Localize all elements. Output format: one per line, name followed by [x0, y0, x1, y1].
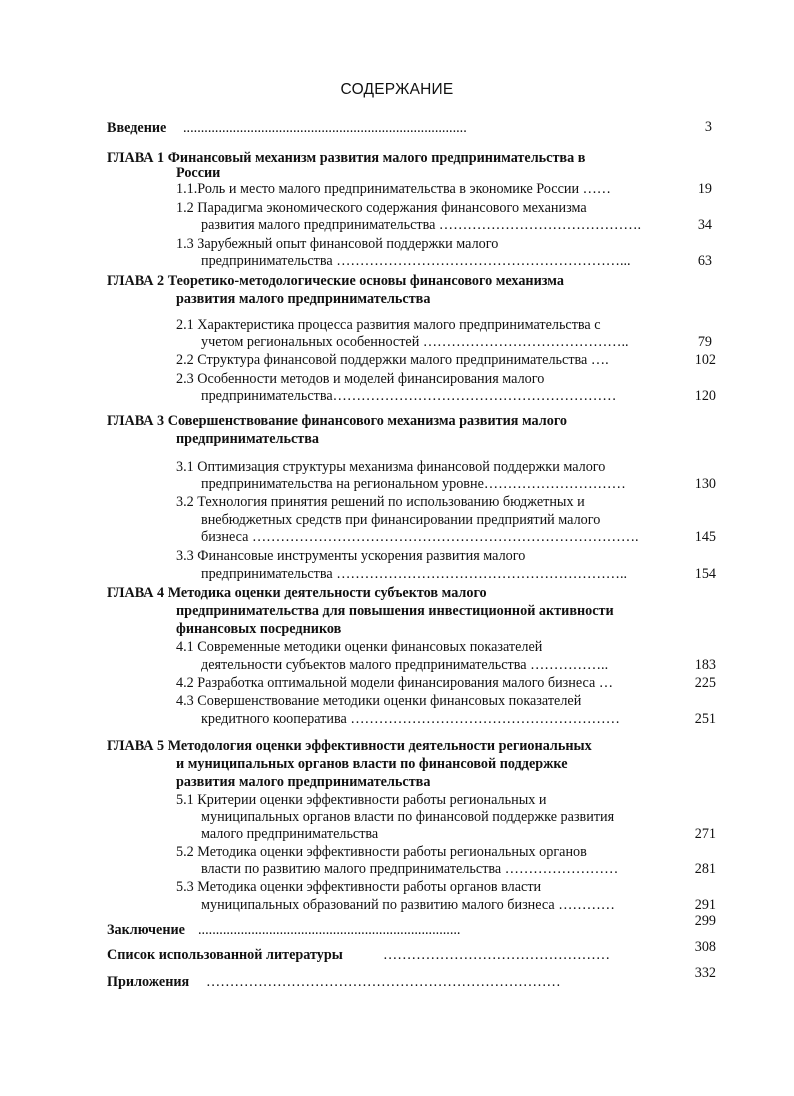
section-title-cont: муниципальных образований по развитию малого бизнеса …………: [201, 897, 615, 913]
page-number: 183: [694, 657, 716, 673]
section-title-cont: деятельности субъектов малого предпринимательства ……………..: [201, 657, 609, 673]
chapter-heading: ГЛАВА 1 Финансовый механизм развития малого предпринимательства в: [107, 150, 586, 166]
section-title: 3.3 Финансовые инструменты ускорения развития малого: [176, 548, 526, 564]
section-title: 5.3 Методика оценки эффективности работы органов власти: [176, 879, 542, 895]
chapter-heading-cont: предпринимательства для повышения инвестиционной активности: [176, 603, 614, 619]
page-number: 225: [694, 675, 716, 691]
page-number: 145: [694, 529, 716, 545]
page-number: 308: [694, 939, 716, 955]
page-number: 102: [694, 352, 716, 368]
page-number: 3: [704, 119, 712, 135]
section-title-cont: внебюджетных средств при финансировании предприятий малого: [201, 512, 601, 528]
page-number: 79: [697, 334, 712, 350]
page-number: 271: [694, 826, 716, 842]
toc-dots: ................................................................................: [183, 120, 467, 136]
toc-label: Введение: [107, 120, 167, 136]
section-title-cont: предпринимательства ……………………………………………………..: [201, 566, 628, 582]
section-title: 1.1.Роль и место малого предпринимательства в экономике России ……: [176, 181, 611, 197]
chapter-heading-cont: развития малого предпринимательства: [176, 774, 431, 790]
section-title: 4.2 Разработка оптимальной модели финансирования малого бизнеса …: [176, 675, 614, 691]
section-title: 4.1 Современные методики оценки финансовых показателей: [176, 639, 543, 655]
toc-label: Приложения: [107, 974, 190, 990]
section-title: 2.2 Структура финансовой поддержки малого предпринимательства ….: [176, 352, 609, 368]
chapter-heading: ГЛАВА 3 Совершенствование финансового механизма развития малого: [107, 413, 568, 429]
page-number: 251: [694, 711, 716, 727]
chapter-heading-cont: развития малого предпринимательства: [176, 291, 431, 307]
toc-label: Заключение: [107, 922, 185, 938]
section-title: 5.2 Методика оценки эффективности работы региональных органов: [176, 844, 587, 860]
page-number: 19: [697, 181, 712, 197]
section-title-cont: малого предпринимательства: [201, 826, 379, 842]
section-title: 4.3 Совершенствование методики оценки финансовых показателей: [176, 693, 582, 709]
chapter-heading-cont: России: [176, 165, 221, 181]
page-number: 63: [697, 253, 712, 269]
section-title-cont: бизнеса ……………………………………………………………………….: [201, 529, 639, 545]
page-title: СОДЕРЖАНИЕ: [340, 81, 454, 98]
page-number: 34: [697, 217, 712, 233]
section-title: 5.1 Критерии оценки эффективности работы региональных и: [176, 792, 547, 808]
section-title: 2.1 Характеристика процесса развития малого предпринимательства с: [176, 317, 601, 333]
toc-dots: …………………………………………: [383, 947, 610, 963]
section-title-cont: власти по развитию малого предпринимательства ……………………: [201, 861, 619, 877]
section-title-cont: развития малого предпринимательства …………………………………….: [201, 217, 642, 233]
page-number: 299: [694, 913, 716, 929]
chapter-heading-cont: финансовых посредников: [176, 621, 342, 637]
section-title-cont: предпринимательства на региональном уровне…………………………: [201, 476, 626, 492]
chapter-heading-cont: предпринимательства: [176, 431, 319, 447]
section-title: 2.3 Особенности методов и моделей финансирования малого: [176, 371, 545, 387]
section-title-cont: предпринимательства ……………………………………………………...: [201, 253, 631, 269]
section-title-cont: кредитного кооператива …………………………………………………: [201, 711, 620, 727]
page-number: 120: [694, 388, 716, 404]
section-title-cont: предпринимательства……………………………………………………: [201, 388, 617, 404]
toc-label: Список использованной литературы: [107, 947, 343, 963]
section-title: 3.1 Оптимизация структуры механизма финансовой поддержки малого: [176, 459, 606, 475]
section-title-cont: муниципальных органов власти по финансовой поддержке развития: [201, 809, 615, 825]
section-title: 3.2 Технология принятия решений по использованию бюджетных и: [176, 494, 585, 510]
chapter-heading: ГЛАВА 4 Методика оценки деятельности субъектов малого: [107, 585, 487, 601]
section-title: 1.2 Парадигма экономического содержания финансового механизма: [176, 200, 587, 216]
section-title: 1.3 Зарубежный опыт финансовой поддержки малого: [176, 236, 499, 252]
chapter-heading: ГЛАВА 5 Методология оценки эффективности деятельности региональных: [107, 738, 592, 754]
page-number: 154: [694, 566, 716, 582]
toc-dots: ..........................................................................: [198, 922, 461, 938]
chapter-heading: ГЛАВА 2 Теоретико-методологические основы финансового механизма: [107, 273, 564, 289]
toc-dots: …………………………………………………………………: [206, 974, 561, 990]
section-title-cont: учетом региональных особенностей ……………………………………..: [201, 334, 629, 350]
page-number: 291: [694, 897, 716, 913]
chapter-heading-cont: и муниципальных органов власти по финансовой поддержке: [176, 756, 568, 772]
page-number: 332: [694, 965, 716, 981]
page-number: 130: [694, 476, 716, 492]
page-number: 281: [694, 861, 716, 877]
